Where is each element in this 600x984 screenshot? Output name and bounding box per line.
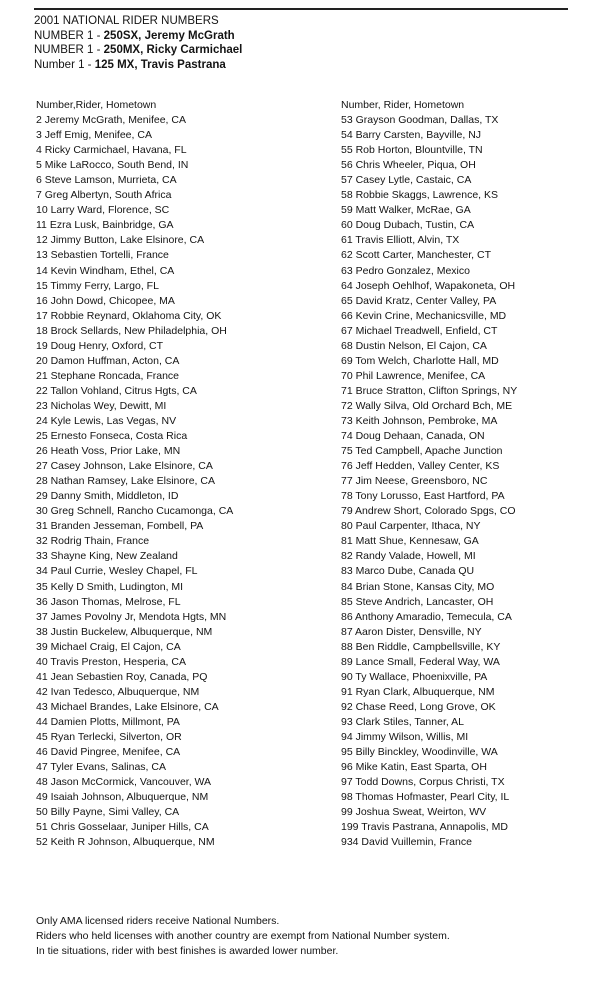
rider-entry: 73 Keith Johnson, Pembroke, MA	[341, 414, 498, 427]
rider-entry: 33 Shayne King, New Zealand	[36, 550, 178, 563]
rider-entry: 81 Matt Shue, Kennesaw, GA	[341, 535, 479, 548]
rider-entry: 38 Justin Buckelew, Albuquerque, NM	[36, 625, 213, 638]
rider-entry: 91 Ryan Clark, Albuquerque, NM	[341, 685, 495, 698]
rider-entry: 30 Greg Schnell, Rancho Cucamonga, CA	[36, 505, 234, 518]
rider-entry: 29 Danny Smith, Middleton, ID	[36, 490, 179, 503]
right-column-heading: Number, Rider, Hometown	[341, 99, 465, 111]
rider-entry: 40 Travis Preston, Hesperia, CA	[36, 655, 186, 668]
footer-note: Riders who held licenses with another country are exempt from National Number system.	[36, 930, 450, 942]
rider-entry: 45 Ryan Terlecki, Silverton, OR	[36, 730, 182, 743]
rider-entry: 20 Damon Huffman, Acton, CA	[36, 354, 180, 367]
rider-entry: 41 Jean Sebastien Roy, Canada, PQ	[36, 670, 208, 683]
rider-entry: 35 Kelly D Smith, Ludington, MI	[36, 580, 184, 593]
rider-entry: 64 Joseph Oehlhof, Wapakoneta, OH	[341, 279, 516, 292]
rider-entry: 21 Stephane Roncada, France	[36, 369, 180, 382]
rider-entry: 55 Rob Horton, Blountville, TN	[341, 144, 483, 157]
rider-entry: 86 Anthony Amaradio, Temecula, CA	[341, 610, 512, 623]
rider-entry: 5 Mike LaRocco, South Bend, IN	[36, 159, 189, 172]
rider-entry: 77 Jim Neese, Greensboro, NC	[341, 475, 488, 488]
rider-entry: 58 Robbie Skaggs, Lawrence, KS	[341, 189, 499, 202]
rider-entry: 59 Matt Walker, McRae, GA	[341, 204, 471, 217]
number-one-value: 250MX, Ricky Carmichael	[103, 44, 243, 56]
rider-entry: 98 Thomas Hofmaster, Pearl City, IL	[341, 791, 510, 804]
rider-entry: 44 Damien Plotts, Millmont, PA	[36, 715, 180, 728]
rider-entry: 94 Jimmy Wilson, Willis, MI	[341, 730, 469, 743]
rider-entry: 43 Michael Brandes, Lake Elsinore, CA	[36, 700, 219, 713]
rider-entry: 7 Greg Albertyn, South Africa	[36, 189, 172, 202]
rider-entry: 934 David Vuillemin, France	[341, 836, 472, 849]
number-one-125mx	[34, 58, 574, 73]
rider-entry: 68 Dustin Nelson, El Cajon, CA	[341, 339, 487, 352]
number-one-250sx	[34, 29, 574, 44]
rider-entry: 95 Billy Binckley, Woodinville, WA	[341, 746, 498, 759]
rider-entry: 46 David Pingree, Menifee, CA	[36, 746, 181, 759]
rider-entry: 75 Ted Campbell, Apache Junction	[341, 445, 503, 458]
rider-entry: 78 Tony Lorusso, East Hartford, PA	[341, 490, 505, 503]
rider-entry: 22 Tallon Vohland, Citrus Hgts, CA	[36, 384, 197, 397]
rider-entry: 17 Robbie Reynard, Oklahoma City, OK	[36, 309, 222, 322]
rider-entry: 54 Barry Carsten, Bayville, NJ	[341, 129, 482, 142]
rider-entry: 88 Ben Riddle, Campbellsville, KY	[341, 640, 501, 653]
top-rule	[34, 8, 568, 10]
rider-entry: 25 Ernesto Fonseca, Costa Rica	[36, 430, 188, 443]
left-column-heading: Number,Rider, Hometown	[36, 99, 157, 111]
footer-note: Only AMA licensed riders receive National Numbers.	[36, 915, 280, 927]
rider-entry: 80 Paul Carpenter, Ithaca, NY	[341, 520, 481, 533]
rider-entry: 72 Wally Silva, Old Orchard Bch, ME	[341, 399, 513, 412]
rider-entry: 12 Jimmy Button, Lake Elsinore, CA	[36, 234, 205, 247]
rider-entry: 74 Doug Dehaan, Canada, ON	[341, 430, 485, 443]
rider-entry: 2 Jeremy McGrath, Menifee, CA	[36, 114, 186, 127]
rider-entry: 92 Chase Reed, Long Grove, OK	[341, 700, 496, 713]
rider-entry: 82 Randy Valade, Howell, MI	[341, 550, 476, 563]
rider-entry: 32 Rodrig Thain, France	[36, 535, 150, 548]
rider-entry: 49 Isaiah Johnson, Albuquerque, NM	[36, 791, 209, 804]
rider-entry: 87 Aaron Dister, Densville, NY	[341, 625, 482, 638]
rider-entry: 4 Ricky Carmichael, Havana, FL	[36, 144, 187, 157]
rider-entry: 15 Timmy Ferry, Largo, FL	[36, 279, 159, 292]
rider-entry: 83 Marco Dube, Canada QU	[341, 565, 475, 578]
right-column	[341, 98, 581, 850]
rider-entry: 93 Clark Stiles, Tanner, AL	[341, 715, 464, 728]
number-one-value: 125 MX, Travis Pastrana	[94, 58, 226, 71]
rider-entry: 28 Nathan Ramsey, Lake Elsinore, CA	[36, 475, 215, 488]
rider-entry: 14 Kevin Windham, Ethel, CA	[36, 264, 175, 277]
rider-entry: 71 Bruce Stratton, Clifton Springs, NY	[341, 384, 518, 397]
rider-entry: 13 Sebastien Tortelli, France	[36, 249, 169, 262]
rider-entry: 52 Keith R Johnson, Albuquerque, NM	[36, 836, 215, 849]
rider-entry: 10 Larry Ward, Florence, SC	[36, 204, 170, 217]
rider-entry: 16 John Dowd, Chicopee, MA	[36, 294, 175, 307]
page-title: 2001 NATIONAL RIDER NUMBERS	[34, 15, 219, 27]
rider-entry: 50 Billy Payne, Simi Valley, CA	[36, 806, 180, 819]
number-one-prefix: Number 1 -	[34, 58, 95, 71]
rider-entry: 26 Heath Voss, Prior Lake, MN	[36, 445, 181, 458]
number-one-prefix: NUMBER 1 -	[34, 44, 104, 56]
rider-entry: 84 Brian Stone, Kansas City, MO	[341, 580, 495, 593]
page-header	[34, 14, 574, 72]
rider-entry: 37 James Povolny Jr, Mendota Hgts, MN	[36, 610, 227, 623]
rider-entry: 85 Steve Andrich, Lancaster, OH	[341, 595, 494, 608]
rider-entry: 24 Kyle Lewis, Las Vegas, NV	[36, 414, 177, 427]
rider-entry: 63 Pedro Gonzalez, Mexico	[341, 264, 470, 277]
rider-entry: 65 David Kratz, Center Valley, PA	[341, 294, 497, 307]
number-one-value: 250SX, Jeremy McGrath	[103, 29, 235, 42]
rider-entry: 96 Mike Katin, East Sparta, OH	[341, 761, 487, 774]
rider-entry: 42 Ivan Tedesco, Albuquerque, NM	[36, 685, 200, 698]
rider-entry: 51 Chris Gosselaar, Juniper Hills, CA	[36, 821, 209, 834]
number-one-prefix: NUMBER 1 -	[34, 29, 104, 42]
rider-entry: 199 Travis Pastrana, Annapolis, MD	[341, 821, 508, 834]
footer-notes	[36, 914, 576, 959]
left-column	[36, 98, 336, 850]
rider-entry: 67 Michael Treadwell, Enfield, CT	[341, 324, 498, 337]
rider-entry: 66 Kevin Crine, Mechanicsville, MD	[341, 309, 507, 322]
rider-entry: 6 Steve Lamson, Murrieta, CA	[36, 174, 177, 187]
rider-entry: 56 Chris Wheeler, Piqua, OH	[341, 159, 476, 172]
rider-entry: 70 Phil Lawrence, Menifee, CA	[341, 369, 486, 382]
rider-entry: 60 Doug Dubach, Tustin, CA	[341, 219, 475, 232]
rider-entry: 61 Travis Elliott, Alvin, TX	[341, 234, 460, 247]
rider-entry: 57 Casey Lytle, Castaic, CA	[341, 174, 472, 187]
rider-entry: 36 Jason Thomas, Melrose, FL	[36, 595, 181, 608]
rider-entry: 53 Grayson Goodman, Dallas, TX	[341, 114, 499, 127]
rider-entry: 11 Ezra Lusk, Bainbridge, GA	[36, 219, 174, 232]
rider-entry: 23 Nicholas Wey, Dewitt, MI	[36, 399, 167, 412]
number-one-250mx	[34, 43, 574, 58]
footer-note: In tie situations, rider with best finishes is awarded lower number.	[36, 945, 339, 957]
rider-entry: 89 Lance Small, Federal Way, WA	[341, 655, 500, 668]
rider-entry: 3 Jeff Emig, Menifee, CA	[36, 129, 152, 142]
rider-entry: 62 Scott Carter, Manchester, CT	[341, 249, 491, 262]
rider-entry: 76 Jeff Hedden, Valley Center, KS	[341, 460, 500, 473]
rider-entry: 48 Jason McCormick, Vancouver, WA	[36, 776, 212, 789]
rider-entry: 31 Branden Jesseman, Fombell, PA	[36, 520, 204, 533]
rider-entry: 18 Brock Sellards, New Philadelphia, OH	[36, 324, 227, 337]
rider-entry: 19 Doug Henry, Oxford, CT	[36, 339, 164, 352]
rider-entry: 27 Casey Johnson, Lake Elsinore, CA	[36, 460, 213, 473]
rider-entry: 90 Ty Wallace, Phoenixville, PA	[341, 670, 488, 683]
rider-entry: 47 Tyler Evans, Salinas, CA	[36, 761, 166, 774]
rider-entry: 34 Paul Currie, Wesley Chapel, FL	[36, 565, 198, 578]
rider-entry: 79 Andrew Short, Colorado Spgs, CO	[341, 505, 516, 518]
rider-entry: 69 Tom Welch, Charlotte Hall, MD	[341, 354, 499, 367]
rider-entry: 97 Todd Downs, Corpus Christi, TX	[341, 776, 505, 789]
rider-entry: 39 Michael Craig, El Cajon, CA	[36, 640, 181, 653]
rider-entry: 99 Joshua Sweat, Weirton, WV	[341, 806, 487, 819]
